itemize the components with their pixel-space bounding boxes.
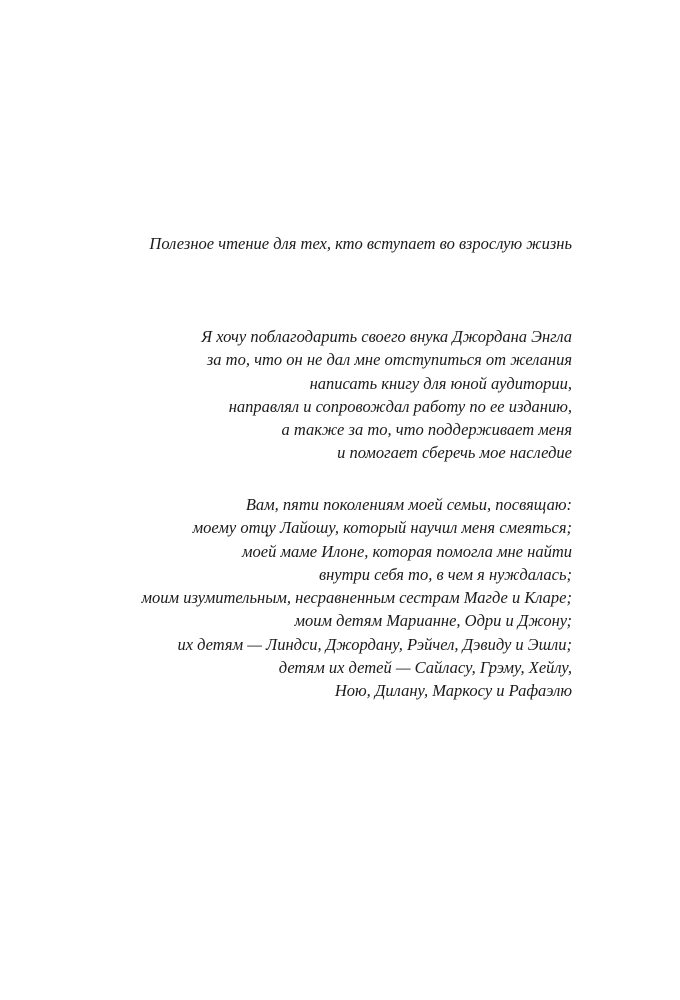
acknowledgement-line: а также за то, что поддерживает меня (281, 420, 572, 440)
dedication-line: внутри себя то, в чем я нуждалась; (318, 564, 572, 584)
dedication-line: моему отцу Лайошу, который научил меня смеяться; (192, 518, 572, 538)
acknowledgement-line: направлял и сопровождал работу по ее изданию, (228, 396, 572, 416)
subtitle-line: Полезное чтение для тех, кто вступает во взрослую жизнь (149, 234, 572, 253)
acknowledgement-line: за то, что он не дал мне отступиться от желания (206, 350, 572, 370)
subtitle (149, 232, 572, 255)
acknowledgement-line: написать книгу для юной аудитории, (309, 373, 572, 393)
dedication-line: их детям — Линдси, Джордану, Рэйчел, Дэвиду и Эшли; (177, 634, 572, 654)
dedication-paragraph (142, 493, 572, 703)
dedication-line: Вам, пяти поколениям моей семьи, посвящаю: (245, 495, 572, 514)
acknowledgement-paragraph (201, 325, 572, 465)
dedication-line: моим детям Марианне, Одри и Джону; (294, 611, 572, 631)
acknowledgement-line: и помогает сберечь мое наследие (337, 443, 572, 463)
dedication-line: моим изумительным, несравненным сестрам Магде и Кларе; (141, 588, 572, 608)
dedication-line: детям их детей — Сайласу, Грэму, Хейлу, (278, 658, 572, 678)
dedication-line: моей маме Илоне, которая помогла мне найти (241, 541, 572, 561)
acknowledgement-line: Я хочу поблагодарить своего внука Джордана Энгла (201, 327, 572, 346)
dedication-line: Ною, Дилану, Маркосу и Рафаэлю (334, 681, 572, 701)
